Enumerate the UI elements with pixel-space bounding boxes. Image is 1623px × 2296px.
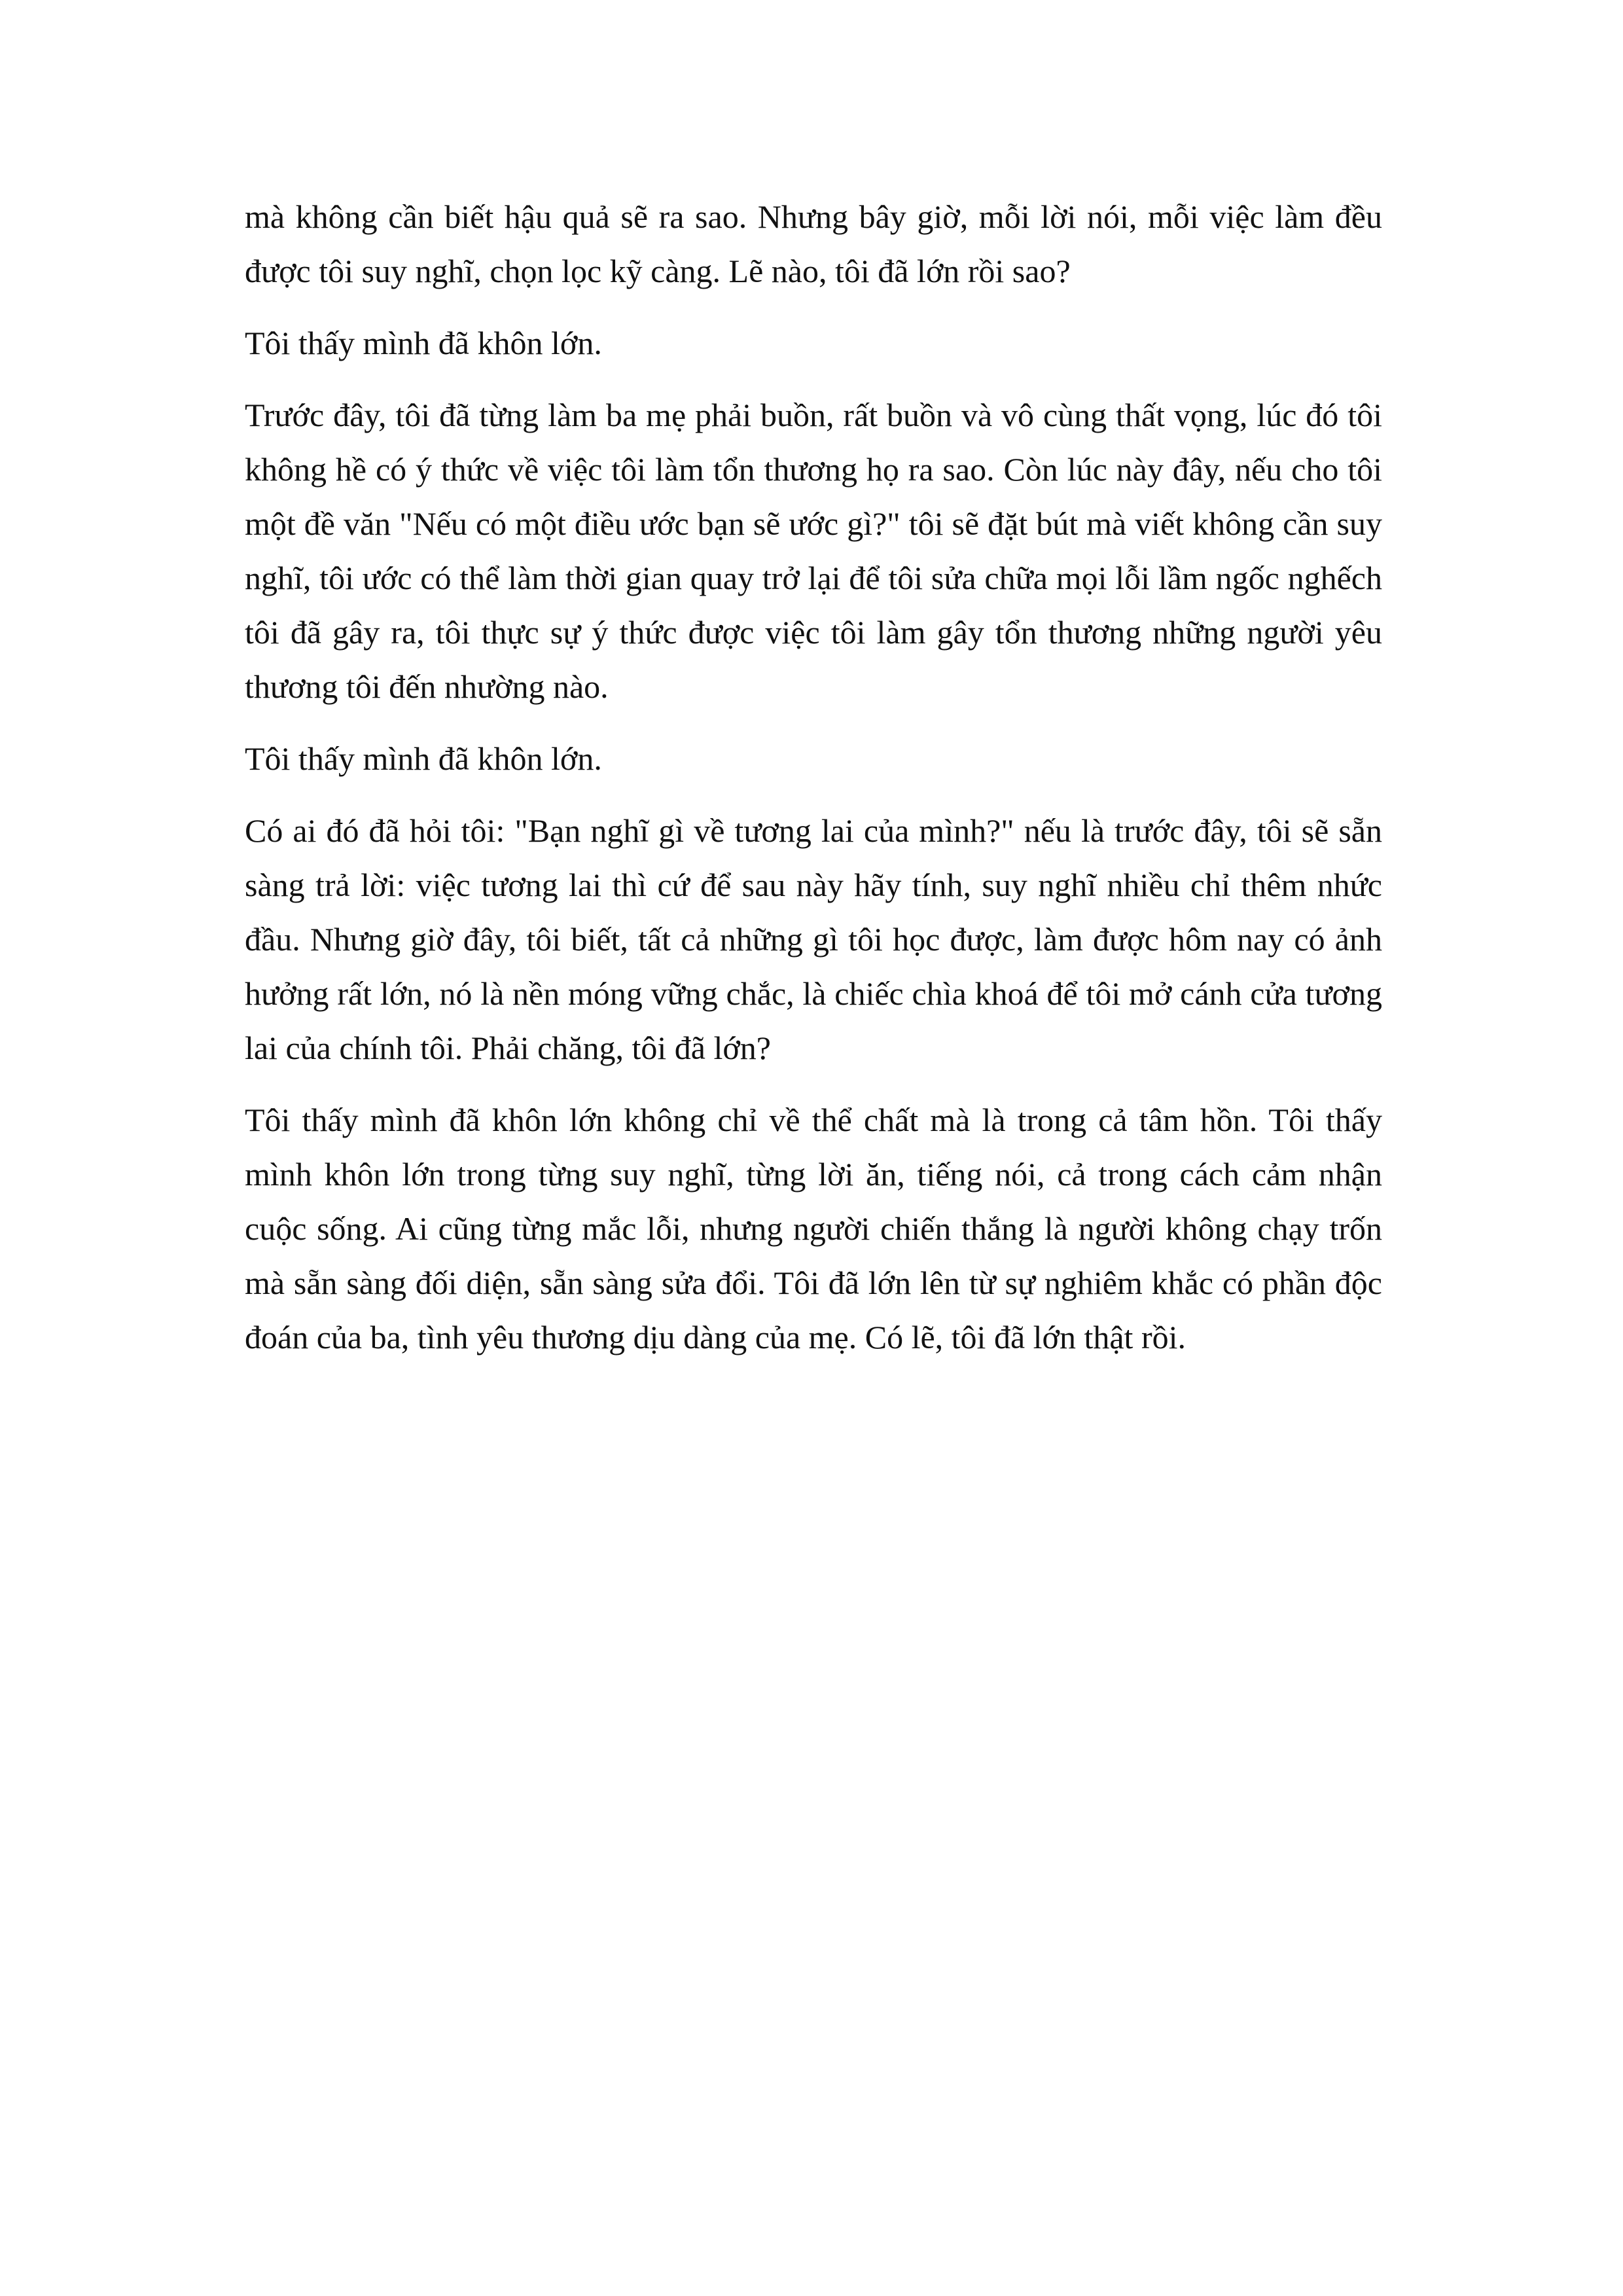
document-body xyxy=(245,190,1382,1382)
paragraph-2: Tôi thấy mình đã khôn lớn. xyxy=(245,325,602,361)
paragraph-4: Tôi thấy mình đã khôn lớn. xyxy=(245,740,602,777)
paragraph-1: mà không cần biết hậu quả sẽ ra sao. Nhưng bây giờ, mỗi lời nói, mỗi việc làm đều được tôi suy nghĩ, chọn lọc kỹ càng. Lẽ nào, tôi đã lớn rồi sao? xyxy=(245,198,1382,289)
paragraph-6: Tôi thấy mình đã khôn lớn không chỉ về thể chất mà là trong cả tâm hồn. Tôi thấy mình khôn lớn trong từng suy nghĩ, từng lời ăn, tiếng nói, cả trong cách cảm nhận cuộc sống. Ai cũng từng mắc lỗi, nhưng người chiến thắng là người không chạy trốn mà sẵn sàng đối diện, sẵn sàng sửa đổi. Tôi đã lớn lên từ sự nghiêm khắc có phần độc đoán của ba, tình yêu thương dịu dàng của mẹ. Có lẽ, tôi đã lớn thật rồi. xyxy=(245,1102,1382,1355)
paragraph-3: Trước đây, tôi đã từng làm ba mẹ phải buồn, rất buồn và vô cùng thất vọng, lúc đó tôi không hề có ý thức về việc tôi làm tổn thương họ ra sao. Còn lúc này đây, nếu cho tôi một đề văn "Nếu có một điều ước bạn sẽ ước gì?" tôi sẽ đặt bút mà viết không cần suy nghĩ, tôi ước có thể làm thời gian quay trở lại để tôi sửa chữa mọi lỗi lầm ngốc nghếch tôi đã gây ra, tôi thực sự ý thức được việc tôi làm gây tổn thương những người yêu thương tôi đến nhường nào. xyxy=(245,397,1382,705)
paragraph-5: Có ai đó đã hỏi tôi: "Bạn nghĩ gì về tương lai của mình?" nếu là trước đây, tôi sẽ sẵn sàng trả lời: việc tương lai thì cứ để sau này hãy tính, suy nghĩ nhiều chỉ thêm nhức đầu. Nhưng giờ đây, tôi biết, tất cả những gì tôi học được, làm được hôm nay có ảnh hưởng rất lớn, nó là nền móng vững chắc, là chiếc chìa khoá để tôi mở cánh cửa tương lai của chính tôi. Phải chăng, tôi đã lớn? xyxy=(245,812,1382,1066)
